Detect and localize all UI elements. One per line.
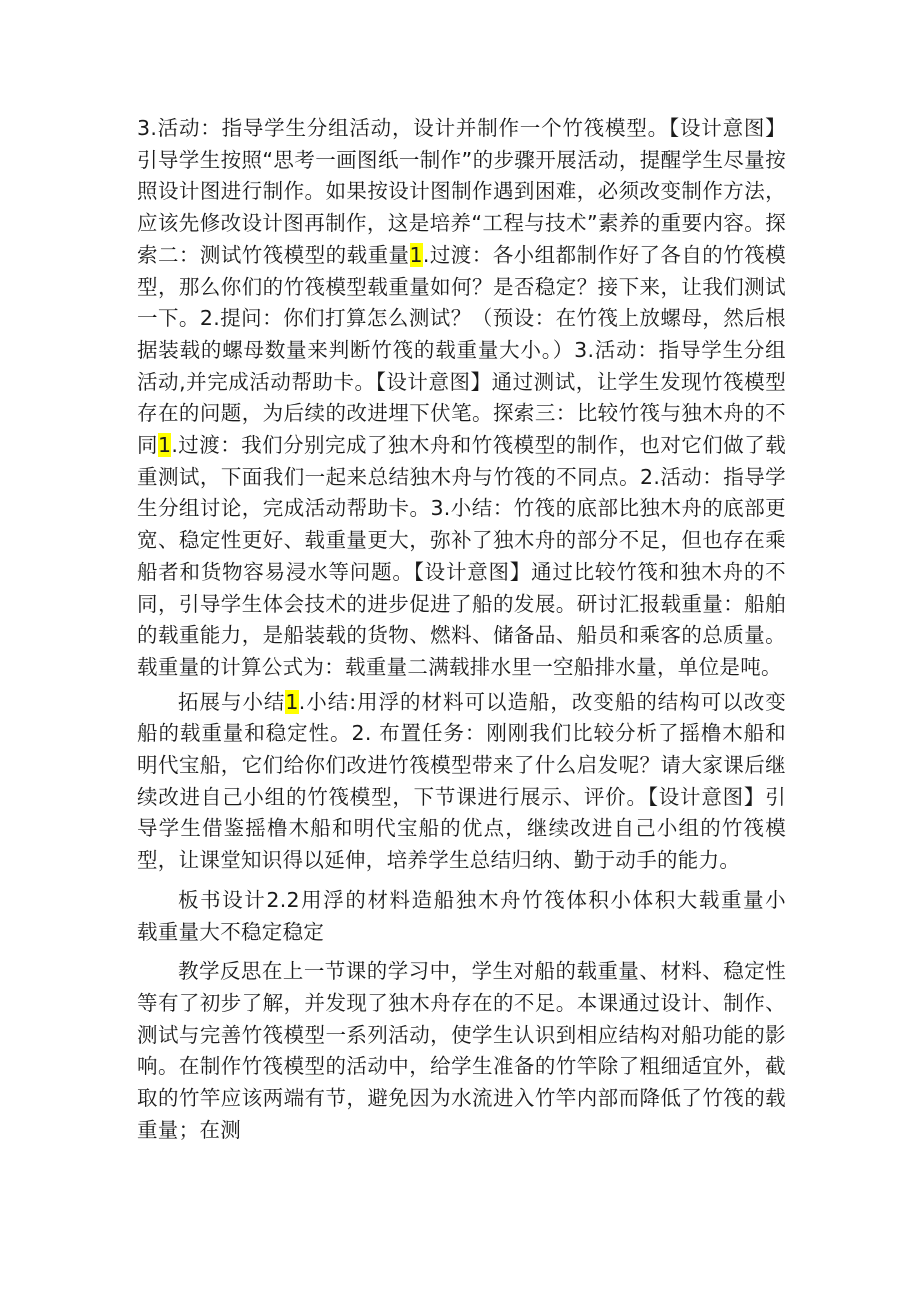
highlighted-number: 1 [409, 242, 423, 267]
text-segment: 教学反思在上一节课的学习中，学生对船的载重量、材料、稳定性等有了初步了解，并发现了独木舟存在的不足。本课通过设计、制作、测试与完善竹筏模型一系列活动，使学生认识到相应结构对船功能的影响。在制作竹筏模型的活动中，给学生准备的竹竿除了粗细适宜外，截取的竹竿应该两端有节，避免因为水流进入竹竿内部而降低了竹筏的载重量；在测 [137, 959, 786, 1142]
text-segment: 3.活动：指导学生分组活动，设计并制作一个竹筏模型。【设计意图】引导学生按照“思考一画图纸一制作”的步骤开展活动，提醒学生尽量按照设计图进行制作。如果按设计图制作遇到困难，必须改变制作方法，应该先修改设计图再制作，这是培养“工程与技术”素养的重要内容。探索二：测试竹筏模型的载重量 [137, 116, 786, 267]
text-segment: .过渡：各小组都制作好了各自的竹筏模型，那么你们的竹筏模型载重量如何？是否稳定？接下来，让我们测试一下。2.提问：你们打算怎么测试？（预设：在竹筏上放螺母，然后根据装载的螺母数量来判断竹筏的载重量大小。）3.活动：指导学生分组活动,并完成活动帮助卡。【设计意图】通过测试，让学生发现竹筏模型存在的问题，为后续的改进埋下伏笔。探索三：比较竹筏与独木舟的不同 [137, 242, 786, 458]
text-segment: .小结:用浮的材料可以造船，改变船的结构可以改变船的载重量和稳定性。2. 布置任务：刚刚我们比较分析了摇橹木船和明代宝船，它们给你们改进竹筏模型带来了什么启发呢？请大家课后继续改进自己小组的竹筏模型，下节课进行展示、评价。【设计意图】引导学生借鉴摇橹木船和明代宝船的优点，继续改进自己小组的竹筏模型，让课堂知识得以延伸，培养学生总结归纳、勤于动手的能力。 [137, 689, 787, 873]
highlighted-number: 1 [157, 433, 172, 458]
text-segment: 拓展与小结 [178, 689, 286, 714]
paragraph-extension-summary [137, 687, 786, 877]
paragraph-activity-exploration [137, 113, 786, 684]
text-segment: .过渡：我们分别完成了独木舟和竹筏模型的制作，也对它们做了载重测试，下面我们一起来总结独木舟与竹筏的不同点。2.活动：指导学生分组讨论，完成活动帮助卡。3.小结：竹筏的底部比独木舟的底部更宽、稳定性更好、载重量更大，弥补了独木舟的部分不足，但也存在乘船者和货物容易浸水等问题。【设计意图】通过比较竹筏和独木舟的不同，引导学生体会技术的进步促进了船的发展。研讨汇报载重量：船舶的载重能力，是船装载的货物、燃料、储备品、船员和乘客的总质量。载重量的计算公式为：载重量二满载排水里一空船排水量，单位是吨。 [137, 433, 786, 679]
text-segment: 板书设计2.2用浮的材料造船独木舟竹筏体积小体积大载重量小 载重量大不稳定稳定 [137, 887, 807, 944]
paragraph-board-design [137, 885, 807, 948]
paragraph-teaching-reflection [137, 956, 786, 1146]
highlighted-number: 1 [285, 689, 299, 714]
